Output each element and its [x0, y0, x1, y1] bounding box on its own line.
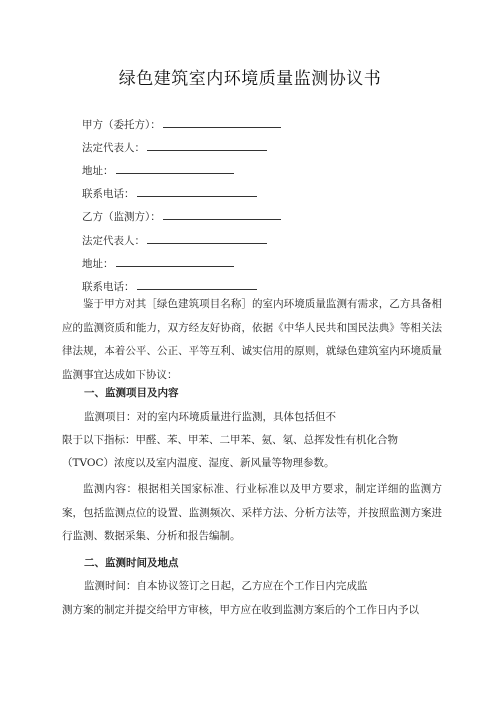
- section2-time-line2: 测方案的制定并提交给甲方审核，甲方应在收到监测方案后的个工作日内予以: [62, 604, 419, 616]
- document-title: 绿色建筑室内环境质量监测协议书: [118, 69, 382, 89]
- party-a-phone-label: 联系电话：: [82, 188, 135, 200]
- section1-heading: 一、监测项目及内容: [84, 387, 179, 399]
- section1-content-paragraph: 监测内容：根据相关国家标准、行业标准以及甲方要求，制定详细的监测方案，包括监测点位的设置、监测频次、采样方法、分析方法等，并按照监测方案进行监测、数据采集、分析和报告编制。: [62, 483, 442, 542]
- section1-item-line1: 监测项目：对的室内环境质量进行监测，具体包括但不: [84, 411, 336, 423]
- party-a-address-blank[interactable]: [116, 162, 234, 174]
- party-b-phone-label: 联系电话：: [82, 281, 135, 293]
- party-b-rep-label: 法定代表人：: [82, 235, 145, 247]
- party-b-address-label: 地址：: [82, 258, 114, 270]
- party-a-field: [82, 116, 281, 132]
- section1-item-line3: （TVOC）浓度以及室内温度、湿度、新风量等物理参数。: [62, 457, 335, 469]
- intro-paragraph: 鉴于甲方对其［绿色建筑项目名称］的室内环境质量监测有需求，乙方具备相应的监测资质和能力，双方经友好协商，依据《中华人民共和国民法典》等相关法律法规，本着公平、公正、平等互利、诚实信用的原则，就绿色建筑室内环境质量监测事宜达成如下协议：: [62, 298, 442, 381]
- party-b-field: [82, 208, 281, 224]
- party-b-address-blank[interactable]: [116, 255, 234, 267]
- party-a-rep-label: 法定代表人：: [82, 142, 145, 154]
- party-b-label: 乙方（监测方）：: [82, 211, 161, 223]
- party-a-address-label: 地址：: [82, 165, 114, 177]
- party-a-rep-blank[interactable]: [147, 139, 267, 151]
- party-a-rep-field: [82, 139, 267, 155]
- party-b-phone-blank[interactable]: [137, 278, 257, 290]
- party-a-phone-blank[interactable]: [137, 185, 257, 197]
- party-a-label: 甲方（委托方）：: [82, 119, 161, 131]
- party-b-rep-field: [82, 232, 267, 248]
- section2-time-line1: 监测时间：自本协议签订之日起，乙方应在个工作日内完成监: [84, 580, 368, 592]
- section1-item-line2: 限于以下指标：甲醛、苯、甲苯、二甲苯、氨、氡、总挥发性有机化合物: [62, 434, 398, 446]
- section2-heading: 二、监测时间及地点: [84, 557, 179, 569]
- party-a-phone-field: [82, 185, 257, 201]
- party-a-address-field: [82, 162, 234, 178]
- party-b-blank[interactable]: [163, 208, 281, 220]
- party-b-address-field: [82, 255, 234, 271]
- party-b-phone-field: [82, 278, 257, 294]
- party-a-blank[interactable]: [163, 116, 281, 128]
- party-b-rep-blank[interactable]: [147, 232, 267, 244]
